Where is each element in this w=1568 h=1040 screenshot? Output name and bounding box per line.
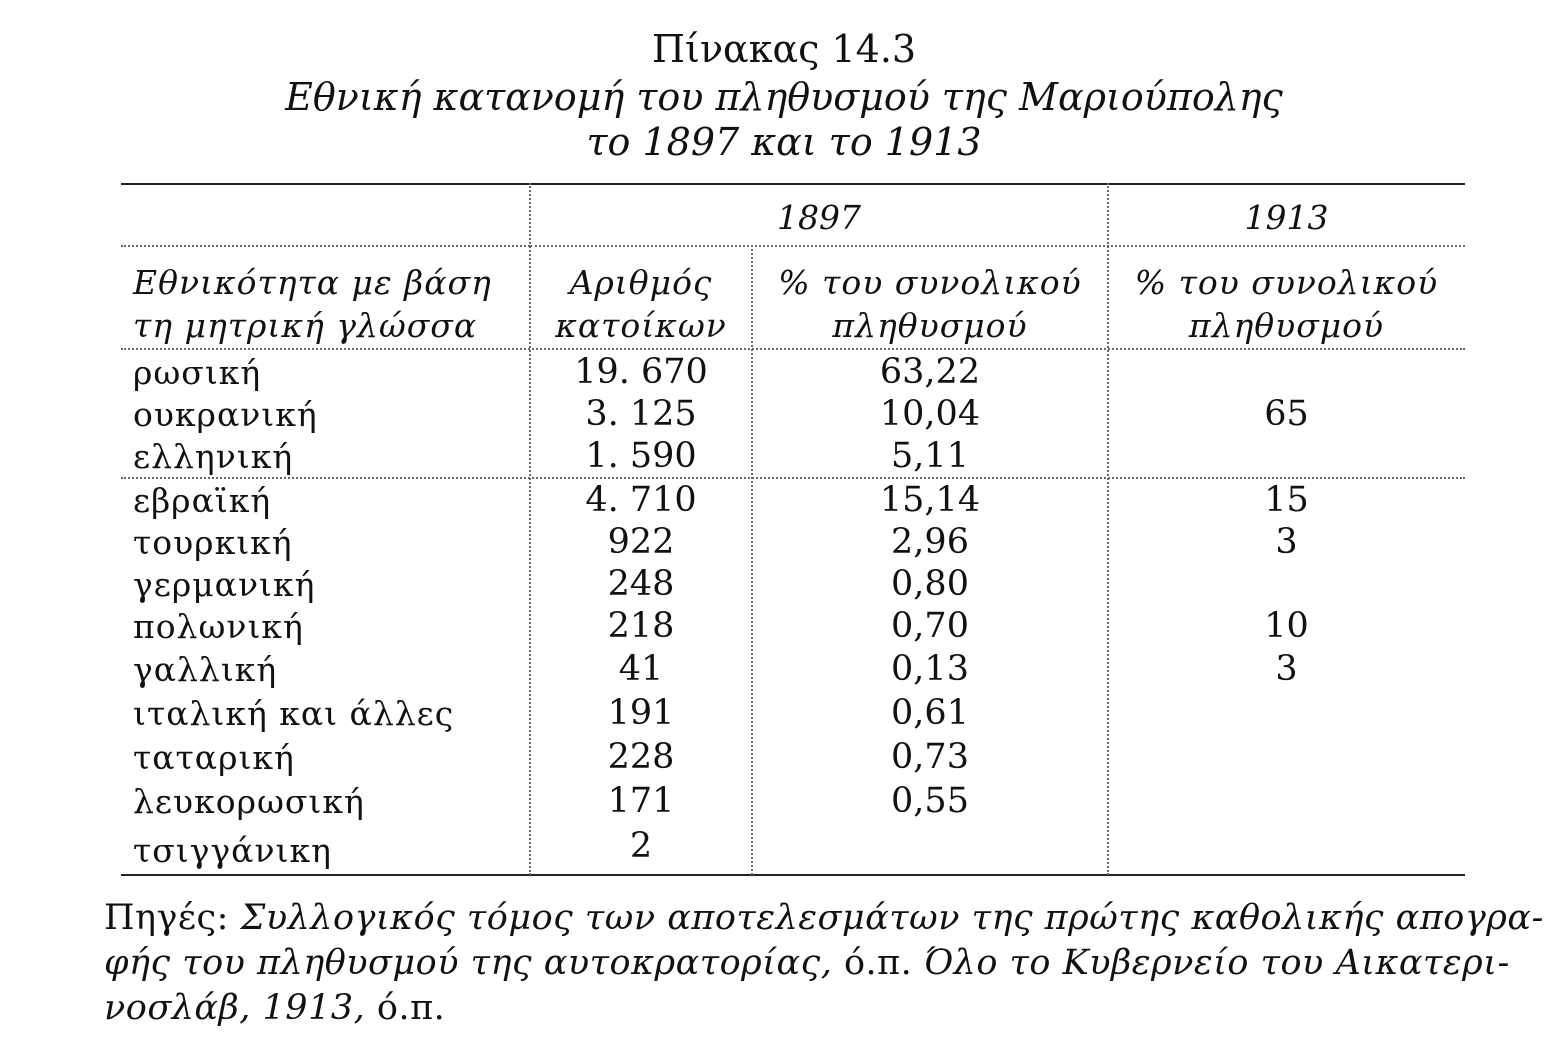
source-text-line3b: ό.π. <box>376 988 446 1028</box>
column-header-ethnicity: Εθνικότητα με βάση τη μητρική γλώσσα <box>133 263 492 345</box>
row-count: 218 <box>607 606 675 646</box>
table-row <box>0 780 1568 823</box>
table-row <box>0 692 1568 735</box>
table-bottom-rule <box>121 874 1465 876</box>
row-ethnicity: ρωσική <box>133 353 262 392</box>
row-percent-1897: 5,11 <box>891 436 969 476</box>
row-percent-1897: 0,55 <box>891 781 969 821</box>
source-label: Πηγές: <box>104 898 229 938</box>
row-ethnicity: εβραϊκή <box>133 481 272 520</box>
row-percent-1897: 10,04 <box>879 394 981 434</box>
header-divider-left <box>121 245 530 247</box>
source-text-line2c: Όλο το Κυβερνείο του Αικατερι- <box>923 943 1510 983</box>
table-top-rule <box>121 183 1465 185</box>
row-percent-1897: 15,14 <box>879 480 981 520</box>
table-subtitle: το 1897 και το 1913 <box>586 120 982 164</box>
row-ethnicity: τσιγγάνικη <box>133 831 332 870</box>
row-percent-1913: 65 <box>1264 394 1309 434</box>
table-row <box>0 736 1568 779</box>
year-header-1913: 1913 <box>1244 198 1329 237</box>
table-row <box>0 648 1568 691</box>
table-row <box>0 563 1568 606</box>
row-percent-1897: 0,70 <box>891 606 969 646</box>
table-row <box>0 521 1568 564</box>
row-percent-1897: 0,80 <box>891 564 969 604</box>
row-percent-1897: 0,13 <box>891 649 969 689</box>
row-count: 41 <box>618 649 664 689</box>
column-header-divider <box>121 348 1465 350</box>
row-percent-1913: 3 <box>1275 522 1298 562</box>
row-count: 228 <box>607 737 675 777</box>
table-row <box>0 605 1568 648</box>
table-row <box>0 479 1568 522</box>
row-count: 171 <box>607 781 675 821</box>
row-percent-1897: 0,73 <box>891 737 969 777</box>
source-text-line1: Συλλογικός τόμος των αποτελεσμάτων της πρώτης καθολικής απογρα- <box>240 898 1544 938</box>
table-row <box>0 393 1568 436</box>
source-text-line2a: φής του πληθυσμού της αυτοκρατορίας, <box>104 943 833 983</box>
row-count: 2 <box>629 826 653 866</box>
row-ethnicity: λευκορωσική <box>133 782 365 821</box>
row-count: 1. 590 <box>585 436 697 476</box>
row-percent-1897: 0,61 <box>891 693 969 733</box>
column-header-percent-1913: % του συνολικού πληθυσμού <box>1134 263 1439 345</box>
source-text-line3a: νοσλάβ, 1913, <box>104 988 366 1028</box>
row-ethnicity: ουκρανική <box>133 395 318 434</box>
row-count: 922 <box>607 522 675 562</box>
column-header-percent-1897: % του συνολικού πληθυσμού <box>778 263 1082 345</box>
table-number: Πίνακας 14.3 <box>651 27 917 71</box>
row-percent-1897: 2,96 <box>891 522 969 562</box>
row-ethnicity: ελληνική <box>133 437 294 476</box>
table-row <box>0 826 1568 872</box>
table-title: Εθνική κατανομή του πληθυσμού της Μαριούπολης <box>285 75 1283 119</box>
row-ethnicity: τουρκική <box>133 523 293 562</box>
source-text-line2b: ό.π. <box>843 943 913 983</box>
row-count: 191 <box>607 693 675 733</box>
row-count: 248 <box>607 564 675 604</box>
row-percent-1897: 63,22 <box>879 352 981 392</box>
year-header-1897: 1897 <box>777 198 861 237</box>
row-ethnicity: ιταλική και άλλες <box>133 694 455 733</box>
row-ethnicity: γερμανική <box>133 565 316 604</box>
table-row <box>0 435 1568 478</box>
row-ethnicity: γαλλική <box>133 650 278 689</box>
row-ethnicity: ταταρική <box>133 738 295 777</box>
year-header-divider <box>530 245 1465 247</box>
column-header-count-1897: Αριθμός κατοίκων <box>555 263 727 345</box>
row-percent-1913: 10 <box>1264 606 1309 646</box>
row-count: 3. 125 <box>585 394 697 434</box>
row-ethnicity: πολωνική <box>133 607 304 646</box>
source-note <box>104 896 1544 1031</box>
row-percent-1913: 3 <box>1275 649 1298 689</box>
table-row <box>0 351 1568 394</box>
row-percent-1913: 15 <box>1264 480 1309 520</box>
row-count: 19. 670 <box>574 352 708 392</box>
row-count: 4. 710 <box>585 480 697 520</box>
